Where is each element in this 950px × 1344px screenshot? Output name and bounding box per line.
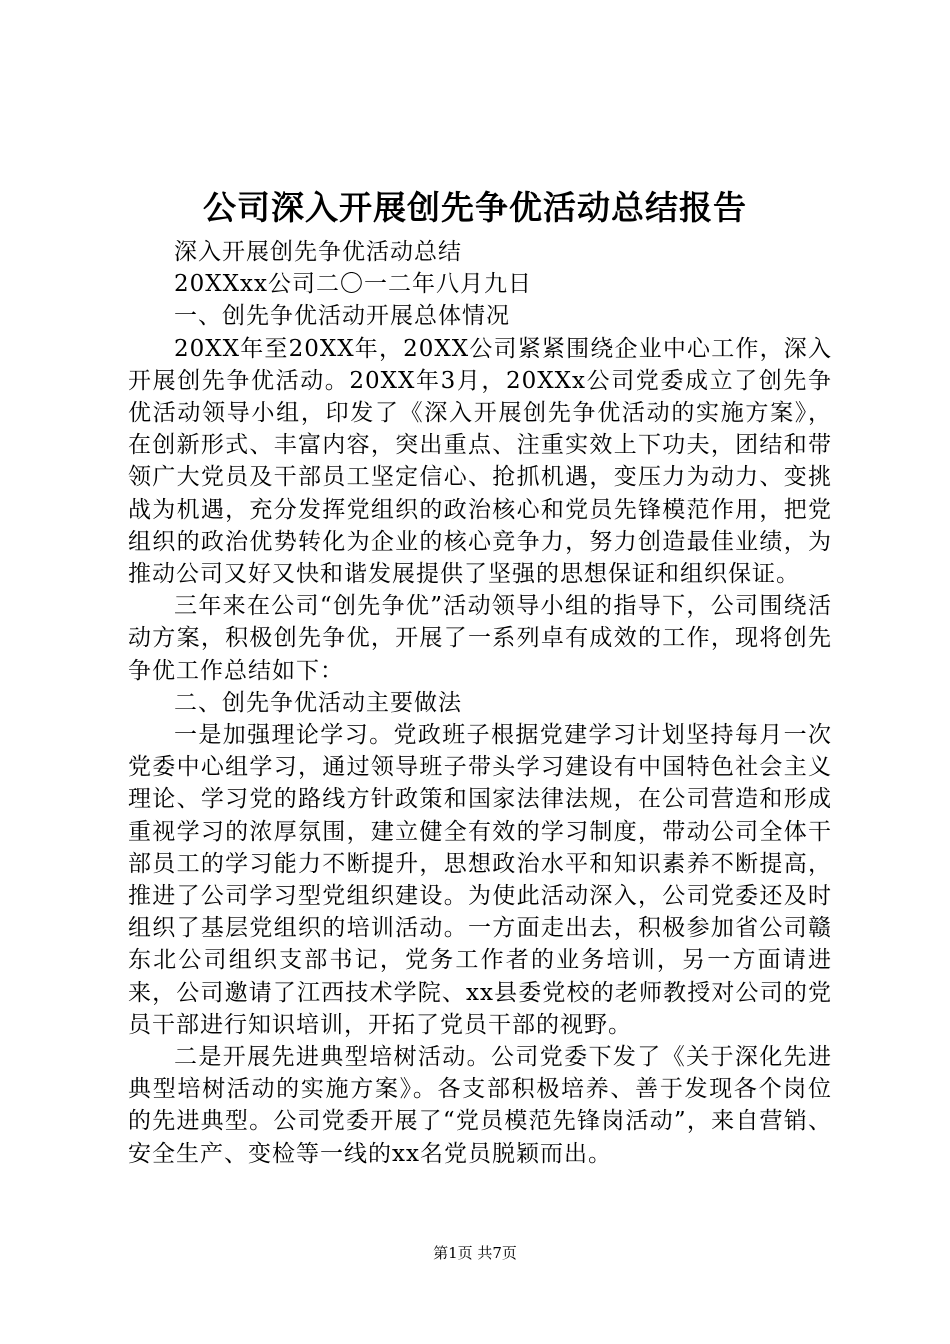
section-heading-2: 二、创先争优活动主要做法 <box>174 689 462 716</box>
paragraph: 一是加强理论学习。党政班子根据党建学习计划坚持每月一次党委中心组学习，通过领导班子带头学习建设有中国特色社会主义理论、学习党的路线方针政策和国家法律法规，在公司营造和形成重视学习的浓厚氛围，建立健全有效的学习制度，带动公司全体干部员工的学习能力不断提升，思想政治水平和知识素养不断提高，推进了公司学习型党组织建设。为使此活动深入，公司党委还及时组织了基层党组织的培训活动。一方面走出去，积极参加省公司赣东北公司组织支部书记，党务工作者的业务培训，另一方面请进来，公司邀请了江西技术学院、xx县委党校的老师教授对公司的党员干部进行知识培训，开拓了党员干部的视野。 <box>128 722 832 1038</box>
section-heading-1: 一、创先争优活动开展总体情况 <box>174 303 510 330</box>
paragraph-subtitle: 深入开展创先争优活动总结 <box>174 239 462 265</box>
paragraph-date-line: 20XXxx公司二〇一二年八月九日 <box>174 271 532 298</box>
document-title: 公司深入开展创先争优活动总结报告 <box>203 188 747 227</box>
page-footer: 第1页 共7页 <box>433 1244 517 1262</box>
paragraph: 二是开展先进典型培树活动。公司党委下发了《关于深化先进典型培树活动的实施方案》。各支部积极培养、善于发现各个岗位的先进典型。公司党委开展了“党员模范先锋岗活动”，来自营销、安全生产、变检等一线的xx名党员脱颖而出。 <box>128 1044 832 1167</box>
paragraph: 三年来在公司“创先争优”活动领导小组的指导下，公司围绕活动方案，积极创先争优，开展了一系列卓有成效的工作，现将创先争优工作总结如下： <box>128 593 832 684</box>
paragraph: 20XX年至20XX年，20XX公司紧紧围绕企业中心工作，深入开展创先争优活动。20XX年3月，20XXx公司党委成立了创先争优活动领导小组，印发了《深入开展创先争优活动的实施方案》，在创新形式、丰富内容，突出重点、注重实效上下功夫，团结和带领广大党员及干部员工坚定信心、抢抓机遇，变压力为动力、变挑战为机遇，充分发挥党组织的政治核心和党员先锋模范作用，把党组织的政治优势转化为企业的核心竞争力，努力创造最佳业绩，为推动公司又好又快和谐发展提供了坚强的思想保证和组织保证。 <box>128 335 832 588</box>
document-body <box>128 236 832 1170</box>
